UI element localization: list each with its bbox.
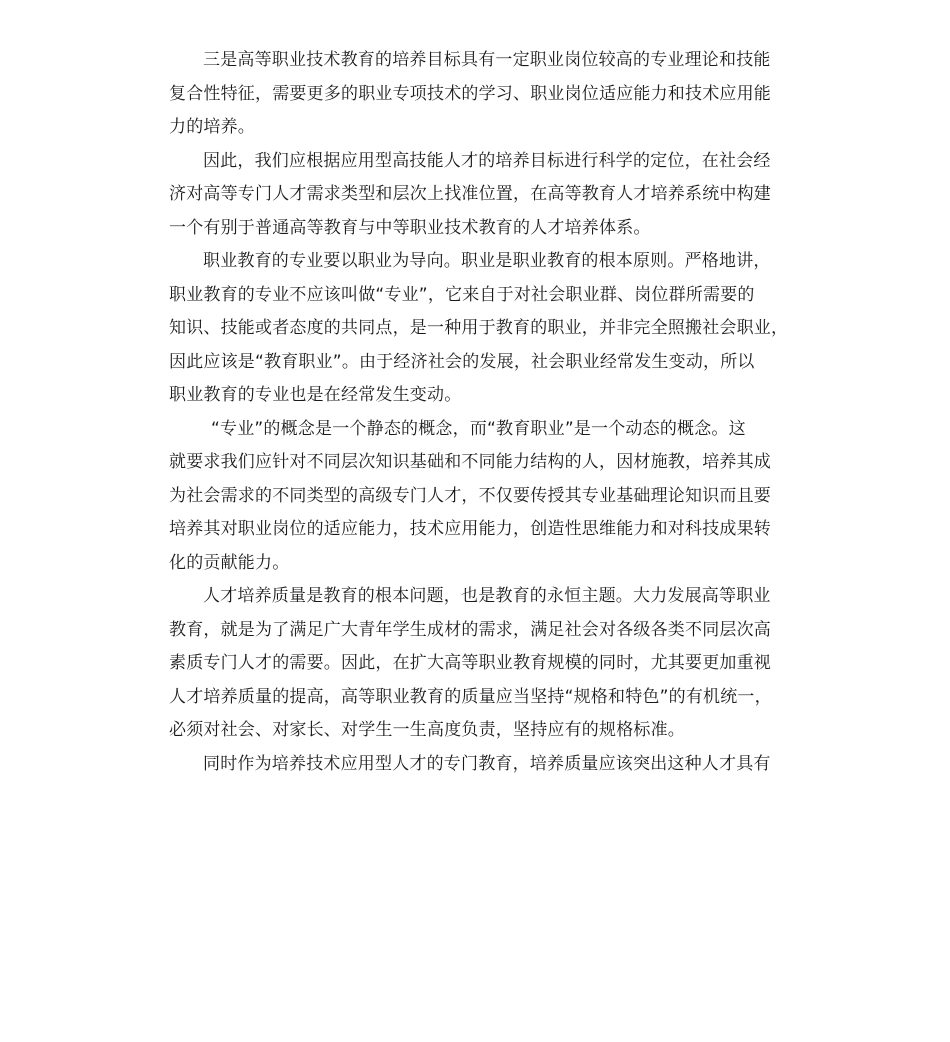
- paragraph: [169, 580, 779, 748]
- text-line: 培养其对职业岗位的适应能力，技术应用能力，创造性思维能力和对科技成果转: [169, 519, 771, 539]
- text-line: “专业”的概念是一个静态的概念，而“教育职业”是一个动态的概念。这: [211, 418, 746, 439]
- text-line: 同时作为培养技术应用型人才的专门教育，培养质量应该突出这种人才具有: [203, 753, 771, 774]
- text-line: 就要求我们应针对不同层次知识基础和不同能力结构的人，因材施教，培养其成: [169, 452, 771, 472]
- text-line: 素质专门人才的需要。因此，在扩大高等职业教育规模的同时，尤其要更加重视: [169, 653, 771, 673]
- text-line: 济对高等专门人才需求类型和层次上找准位置，在高等教育人才培养系统中构建: [169, 184, 771, 204]
- text-line: 职业教育的专业也是在经常发生变动。: [169, 385, 462, 405]
- paragraph: [169, 748, 779, 782]
- text-line: 必须对社会、对家长、对学生一生高度负责，坚持应有的规格标准。: [169, 720, 685, 740]
- text-line: 教育，就是为了满足广大青年学生成材的需求，满足社会对各级各类不同层次高: [169, 619, 771, 640]
- text-line: 人才培养质量的提高，高等职业教育的质量应当坚持“规格和特色”的有机统一，: [169, 686, 772, 707]
- paragraph: [169, 44, 779, 145]
- text-line: 职业教育的专业不应该叫做“专业”，它来自于对社会职业群、岗位群所需要的: [169, 284, 755, 305]
- text-line: 知识、技能或者态度的共同点，是一种用于教育的职业，并非完全照搬社会职业，: [169, 318, 789, 338]
- text-line: 因此，我们应根据应用型高技能人才的培养目标进行科学的定位，在社会经: [203, 150, 771, 171]
- text-line: 人才培养质量是教育的根本问题，也是教育的永恒主题。大力发展高等职业: [203, 586, 771, 606]
- text-line: 三是高等职业技术教育的培养目标具有一定职业岗位较高的专业理论和技能: [203, 50, 771, 70]
- document-body: [169, 44, 789, 781]
- text-line: 化的贡献能力。: [169, 552, 290, 573]
- text-line: 因此应该是“教育职业”。由于经济社会的发展，社会职业经常发生变动，所以: [169, 351, 755, 372]
- paragraph: [169, 413, 779, 581]
- text-line: 力的培养。: [169, 117, 255, 137]
- text-line: 复合性特征，需要更多的职业专项技术的学习、职业岗位适应能力和技术应用能: [169, 83, 771, 104]
- text-line: 职业教育的专业要以职业为导向。职业是职业教育的根本原则。严格地讲，: [203, 251, 771, 271]
- text-line: 一个有别于普通高等教育与中等职业技术教育的人才培养体系。: [169, 217, 651, 238]
- paragraph: [169, 245, 789, 413]
- text-line: 为社会需求的不同类型的高级专门人才，不仅要传授其专业基础理论知识而且要: [169, 485, 771, 506]
- paragraph: [169, 145, 779, 246]
